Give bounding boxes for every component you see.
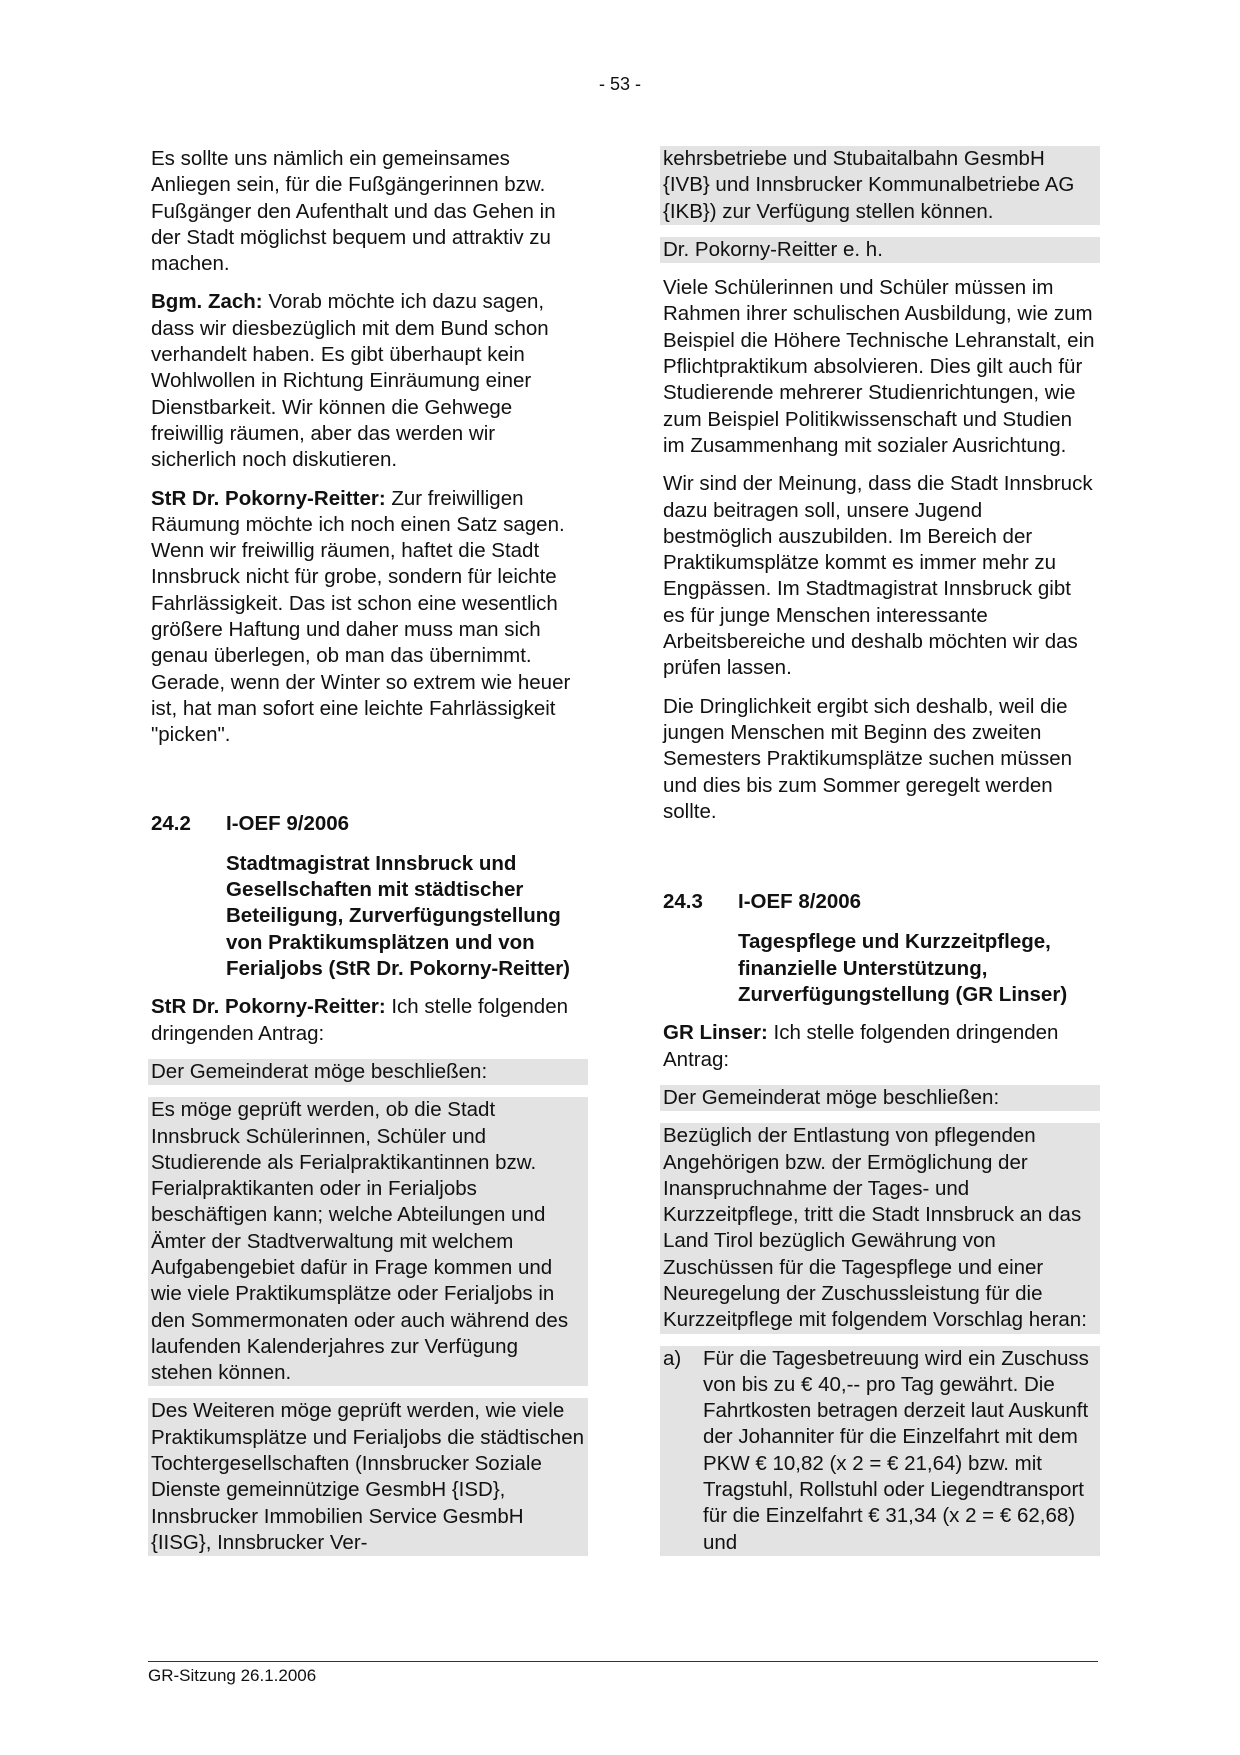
- paragraph: [148, 289, 588, 473]
- paragraph: Viele Schülerinnen und Schüler müssen im Rahmen ihrer schulischen Ausbildung, wie zum Beispiel die Höhere Technische Lehranstalt, ein Pflichtpraktikum absolvieren. Dies gilt auch für Studierende mehrerer Studienrichtungen, wie zum Beispiel Politikwissenschaft und Studien im Zusammenhang mit sozialer Ausrichtung.: [663, 276, 1095, 457]
- section-number: 24.3: [663, 890, 703, 914]
- page-number: - 53 -: [598, 74, 641, 94]
- motion-text: Des Weiteren möge geprüft werden, wie viele Praktikumsplätze und Ferialjobs die städtischen Tochtergesellschaften (Innsbrucker Soziale Dienste gemeinnützige GesmbH {ISD}, Innsbrucker Immobilien Service GesmbH {IISG}, Innsbrucker Ver-: [148, 1398, 588, 1556]
- paragraph: [660, 1020, 1100, 1073]
- speech-text: Ich stelle folgenden dringenden Antrag:: [151, 995, 569, 1045]
- section-code: I-OEF 8/2006: [738, 890, 862, 914]
- list-item-text: Für die Tagesbetreuung wird ein Zuschuss von bis zu € 40,-- pro Tag gewährt. Die Fahrtkosten betragen derzeit laut Auskunft der Johanniter für die Einzelfahrt mit dem PKW € 10,82 (x 2 = € 21,64) bzw. mit Tragstuhl, Rollstuhl oder Liegendtransport für die Einzelfahrt € 31,34 (x 2 = € 62,68) und: [703, 1346, 1089, 1554]
- speaker-name: StR Dr. Pokorny-Reitter:: [151, 486, 386, 510]
- paragraph: Wir sind der Meinung, dass die Stadt Innsbruck dazu beitragen soll, unsere Jugend bestmöglich auszubilden. Im Bereich der Praktikumsplätze kommt es immer mehr zu Engpässen. Im Stadtmagistrat Innsbruck gibt es für junge Menschen interessante Arbeitsbereiche und deshalb möchten wir das prüfen lassen.: [663, 472, 1093, 680]
- list-marker: a): [663, 1346, 682, 1370]
- signature: Dr. Pokorny-Reitter e. h.: [660, 237, 1100, 263]
- section-heading-24-3: [660, 889, 1100, 915]
- motion-text-continued: kehrsbetriebe und Stubaitalbahn GesmbH {IVB} und Innsbrucker Kommunalbetriebe AG {IKB}) zur Verfügung stellen können.: [660, 146, 1100, 225]
- section-code: I-OEF 9/2006: [226, 811, 350, 835]
- speech-text: Vorab möchte ich dazu sagen, dass wir diesbezüglich mit dem Bund schon verhandelt haben. Es gibt überhaupt kein Wohlwollen in Richtung Einräumung einer Dienstbarkeit. Wir können die Gehwege freiwillig räumen, aber das werden wir sicherlich noch diskutieren.: [151, 290, 549, 472]
- motion-text: Bezüglich der Entlastung von pflegenden Angehörigen bzw. der Ermöglichung der Inanspruchnahme der Tages- und Kurzzeitpflege, tritt die Stadt Innsbruck an das Land Tirol bezüglich Gewährung von Zuschüssen für die Tagespflege und einer Neuregelung der Zuschussleistung für die Kurzzeitpflege mit folgendem Vorschlag heran:: [660, 1123, 1100, 1333]
- paragraph: Es sollte uns nämlich ein gemeinsames Anliegen sein, für die Fußgängerinnen bzw. Fußgänger den Aufenthalt und das Gehen in der Stadt möglichst bequem und attraktiv zu machen.: [151, 147, 556, 276]
- left-column: [148, 146, 588, 1568]
- section-title: Stadtmagistrat Innsbruck und Gesellschaften mit städtischer Beteiligung, Zurverfügungstellung von Praktikumsplätzen und von Ferialjobs (StR Dr. Pokorny-Reitter): [226, 851, 571, 981]
- section-number: 24.2: [151, 811, 191, 835]
- paragraph: [148, 486, 588, 749]
- speaker-name: GR Linser:: [663, 1021, 768, 1045]
- speech-text: Zur freiwilligen Räumung möchte ich noch einen Satz sagen. Wenn wir freiwillig räumen, haftet die Stadt Innsbruck nicht für grobe, sondern für leichte Fahrlässigkeit. Das ist schon eine wesentlich größere Haftung und daher muss man sich genau überlegen, ob man das übernimmt. Gerade, wenn der Winter so extrem wie heuer ist, hat man sofort eine leichte Fahrlässigkeit "picken".: [151, 486, 571, 747]
- paragraph: Die Dringlichkeit ergibt sich deshalb, weil die jungen Menschen mit Beginn des zweiten Semesters Praktikumsplätze suchen müssen und dies bis zum Sommer geregelt werden sollte.: [663, 694, 1073, 823]
- list-item: [660, 1346, 1100, 1556]
- speaker-name: Bgm. Zach:: [151, 290, 263, 314]
- footer-divider: [148, 1661, 1098, 1662]
- paragraph: [148, 994, 588, 1047]
- speech-text: Ich stelle folgenden dringenden Antrag:: [663, 1021, 1059, 1071]
- section-heading-24-2: [148, 811, 588, 837]
- motion-intro: Der Gemeinderat möge beschließen:: [148, 1059, 588, 1085]
- section-title: Tagespflege und Kurzzeitpflege, finanzielle Unterstützung, Zurverfügungstellung (GR Linser): [738, 930, 1068, 1007]
- motion-intro: Der Gemeinderat möge beschließen:: [660, 1085, 1100, 1111]
- footer: GR-Sitzung 26.1.2006: [148, 1666, 317, 1685]
- motion-text: Es möge geprüft werden, ob die Stadt Innsbruck Schülerinnen, Schüler und Studierende als Ferialpraktikantinnen bzw. Ferialpraktikanten oder in Ferialjobs beschäftigen kann; welche Abteilungen und Ämter der Stadtverwaltung mit welchem Aufgabengebiet dafür in Frage kommen und wie viele Praktikumsplätze oder Ferialjobs in den Sommermonaten oder auch während des laufenden Kalenderjahres zur Verfügung stehen können.: [148, 1097, 588, 1386]
- right-column: [660, 146, 1100, 1556]
- speaker-name: StR Dr. Pokorny-Reitter:: [151, 995, 386, 1019]
